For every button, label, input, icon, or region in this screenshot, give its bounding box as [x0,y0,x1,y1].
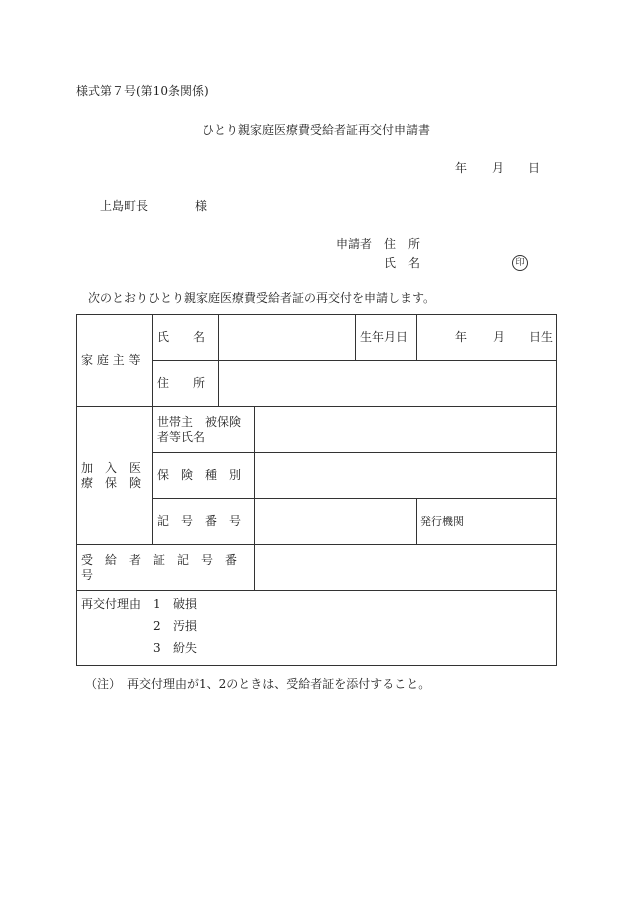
form-title: ひとり親家庭医療費受給者証再交付申請書 [202,123,431,137]
name-field[interactable] [219,315,356,361]
insured-head-line1: 世帯主 被保険 [157,414,242,429]
addressee-honorific: 様 [195,199,208,213]
reason-text-1: 破損 [173,597,198,611]
issuer-label: 発行機関 [417,499,557,545]
applicant-block [336,237,536,273]
reason-cell [77,591,557,666]
addressee-name: 上島町長 [100,199,149,213]
birthdate-field[interactable] [417,315,557,361]
birth-month-label: 月 [493,330,506,344]
birth-day-label: 日生 [529,330,554,344]
name-label: 氏 名 [153,315,219,361]
reason-text-2: 汚損 [173,619,198,633]
insured-head-label [153,407,255,453]
reason-item-3[interactable] [153,637,197,659]
reason-num-1: 1 [153,597,161,611]
addressee [100,199,208,213]
reason-num-3: 3 [153,641,161,655]
certificate-number-field[interactable] [255,545,557,591]
seal-text: 印 [515,258,525,268]
seal-icon [512,255,528,271]
reason-list [81,594,552,662]
birthdate-label: 生年月日 [356,315,417,361]
insurance-group-line2: 療 保 険 [81,475,142,490]
certificate-number-label: 受 給 者 証 記 号 番 号 [77,545,255,591]
form-number: 様式第７号(第10条関係) [76,84,209,98]
reason-text-3: 紛失 [173,641,198,655]
note-text: （注） 再交付理由が1、2のときは、受給者証を添付すること。 [85,677,431,691]
insurance-type-field[interactable] [255,453,557,499]
reason-item-1[interactable] [153,593,197,615]
intro-text: 次のとおりひとり親家庭医療費受給者証の再交付を申請します。 [88,291,436,305]
reason-label: 再交付理由 [81,597,142,611]
household-head-label: 家 庭 主 等 [77,315,153,407]
applicant-address-label: 住 所 [384,237,421,251]
reason-num-2: 2 [153,619,161,633]
birth-year-label: 年 [455,330,468,344]
applicant-name-label: 氏 名 [384,256,421,270]
insured-head-line2: 者等氏名 [157,429,206,444]
date-month-label: 月 [492,161,505,175]
date-day-label: 日 [528,161,541,175]
insurance-group-line1: 加 入 医 [81,460,142,475]
application-table [76,314,557,666]
insured-head-field[interactable] [255,407,557,453]
applicant-label: 申請者 [336,237,373,251]
insurance-type-label: 保 険 種 別 [153,453,255,499]
symbol-number-field[interactable] [255,499,417,545]
address-field[interactable] [219,361,557,407]
address-label: 住 所 [153,361,219,407]
reason-item-2[interactable] [153,615,197,637]
insurance-group-label [77,407,153,545]
date-year-label: 年 [455,161,468,175]
symbol-number-label: 記 号 番 号 [153,499,255,545]
